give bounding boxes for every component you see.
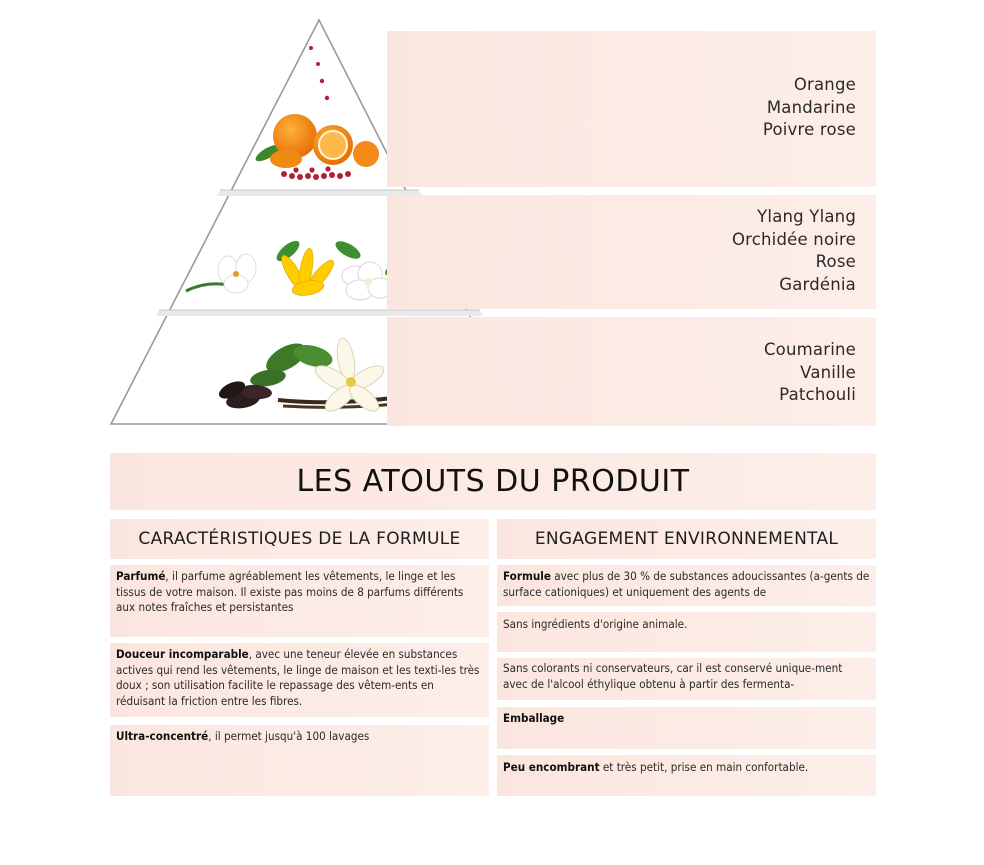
atouts-title: LES ATOUTS DU PRODUIT bbox=[110, 453, 876, 510]
base-notes-band bbox=[387, 317, 876, 426]
env-item-formule bbox=[497, 565, 876, 606]
item-heading: Ultra-concentré bbox=[116, 729, 209, 743]
note-item: Orange bbox=[793, 75, 856, 94]
item-heading: Parfumé bbox=[116, 569, 166, 583]
top-notes-band bbox=[387, 31, 876, 187]
item-text: , il permet jusqu'à 100 lavages bbox=[208, 729, 370, 743]
formula-item-parfume bbox=[110, 565, 489, 637]
note-item: Coumarine bbox=[763, 340, 856, 359]
env-item-encombrant bbox=[497, 755, 876, 796]
item-heading: Formule bbox=[503, 569, 551, 583]
formula-column-title: CARACTÉRISTIQUES DE LA FORMULE bbox=[110, 519, 489, 559]
top-notes-list bbox=[763, 74, 856, 142]
tier-separator-2 bbox=[156, 310, 483, 316]
item-text: avec plus de 30 % de substances adoucissantes (a-gents de surface cationiques) et uniquement des agents de bbox=[503, 569, 870, 599]
environment-column-title: ENGAGEMENT ENVIRONNEMENTAL bbox=[497, 519, 876, 559]
base-notes-list bbox=[764, 339, 856, 407]
note-item: Orchidée noire bbox=[731, 229, 856, 249]
note-item: Rose bbox=[815, 252, 856, 271]
env-item-colorants bbox=[497, 658, 876, 700]
heart-notes-list bbox=[732, 206, 856, 296]
item-heading: Emballage bbox=[503, 711, 565, 725]
item-text: , avec une teneur élevée en substances actives qui rend les vêtements, le linge de maison et les texti-les très doux ; son utilisation facilite le repassage des vêtem-ents en réduisant la friction entre les fibres. bbox=[116, 647, 480, 708]
item-text: Sans ingrédients d'origine animale. bbox=[503, 617, 688, 631]
formula-item-concentre bbox=[110, 725, 489, 796]
env-item-animal bbox=[497, 612, 876, 652]
item-text: Sans colorants ni conservateurs, car il est conservé unique-ment avec de l'alcool éthylique obtenu à partir des fermenta- bbox=[503, 661, 843, 691]
item-text: et très petit, prise en main confortable. bbox=[599, 760, 809, 774]
item-text: , il parfume agréablement les vêtements, le linge et les tissus de votre maison. Il existe pas moins de 8 parfums différents aux notes fraîches et persistantes bbox=[116, 569, 464, 615]
formula-item-douceur bbox=[110, 643, 489, 717]
note-item: Vanille bbox=[800, 362, 856, 382]
heart-notes-band bbox=[387, 195, 876, 309]
item-heading: Douceur incomparable bbox=[116, 647, 249, 661]
note-item: Poivre rose bbox=[762, 120, 856, 139]
note-item: Patchouli bbox=[779, 385, 856, 404]
env-item-emballage bbox=[497, 707, 876, 749]
note-item: Ylang Ylang bbox=[757, 207, 856, 226]
note-item: Mandarine bbox=[766, 97, 856, 117]
item-heading: Peu encombrant bbox=[503, 760, 600, 774]
note-item: Gardénia bbox=[779, 274, 856, 294]
